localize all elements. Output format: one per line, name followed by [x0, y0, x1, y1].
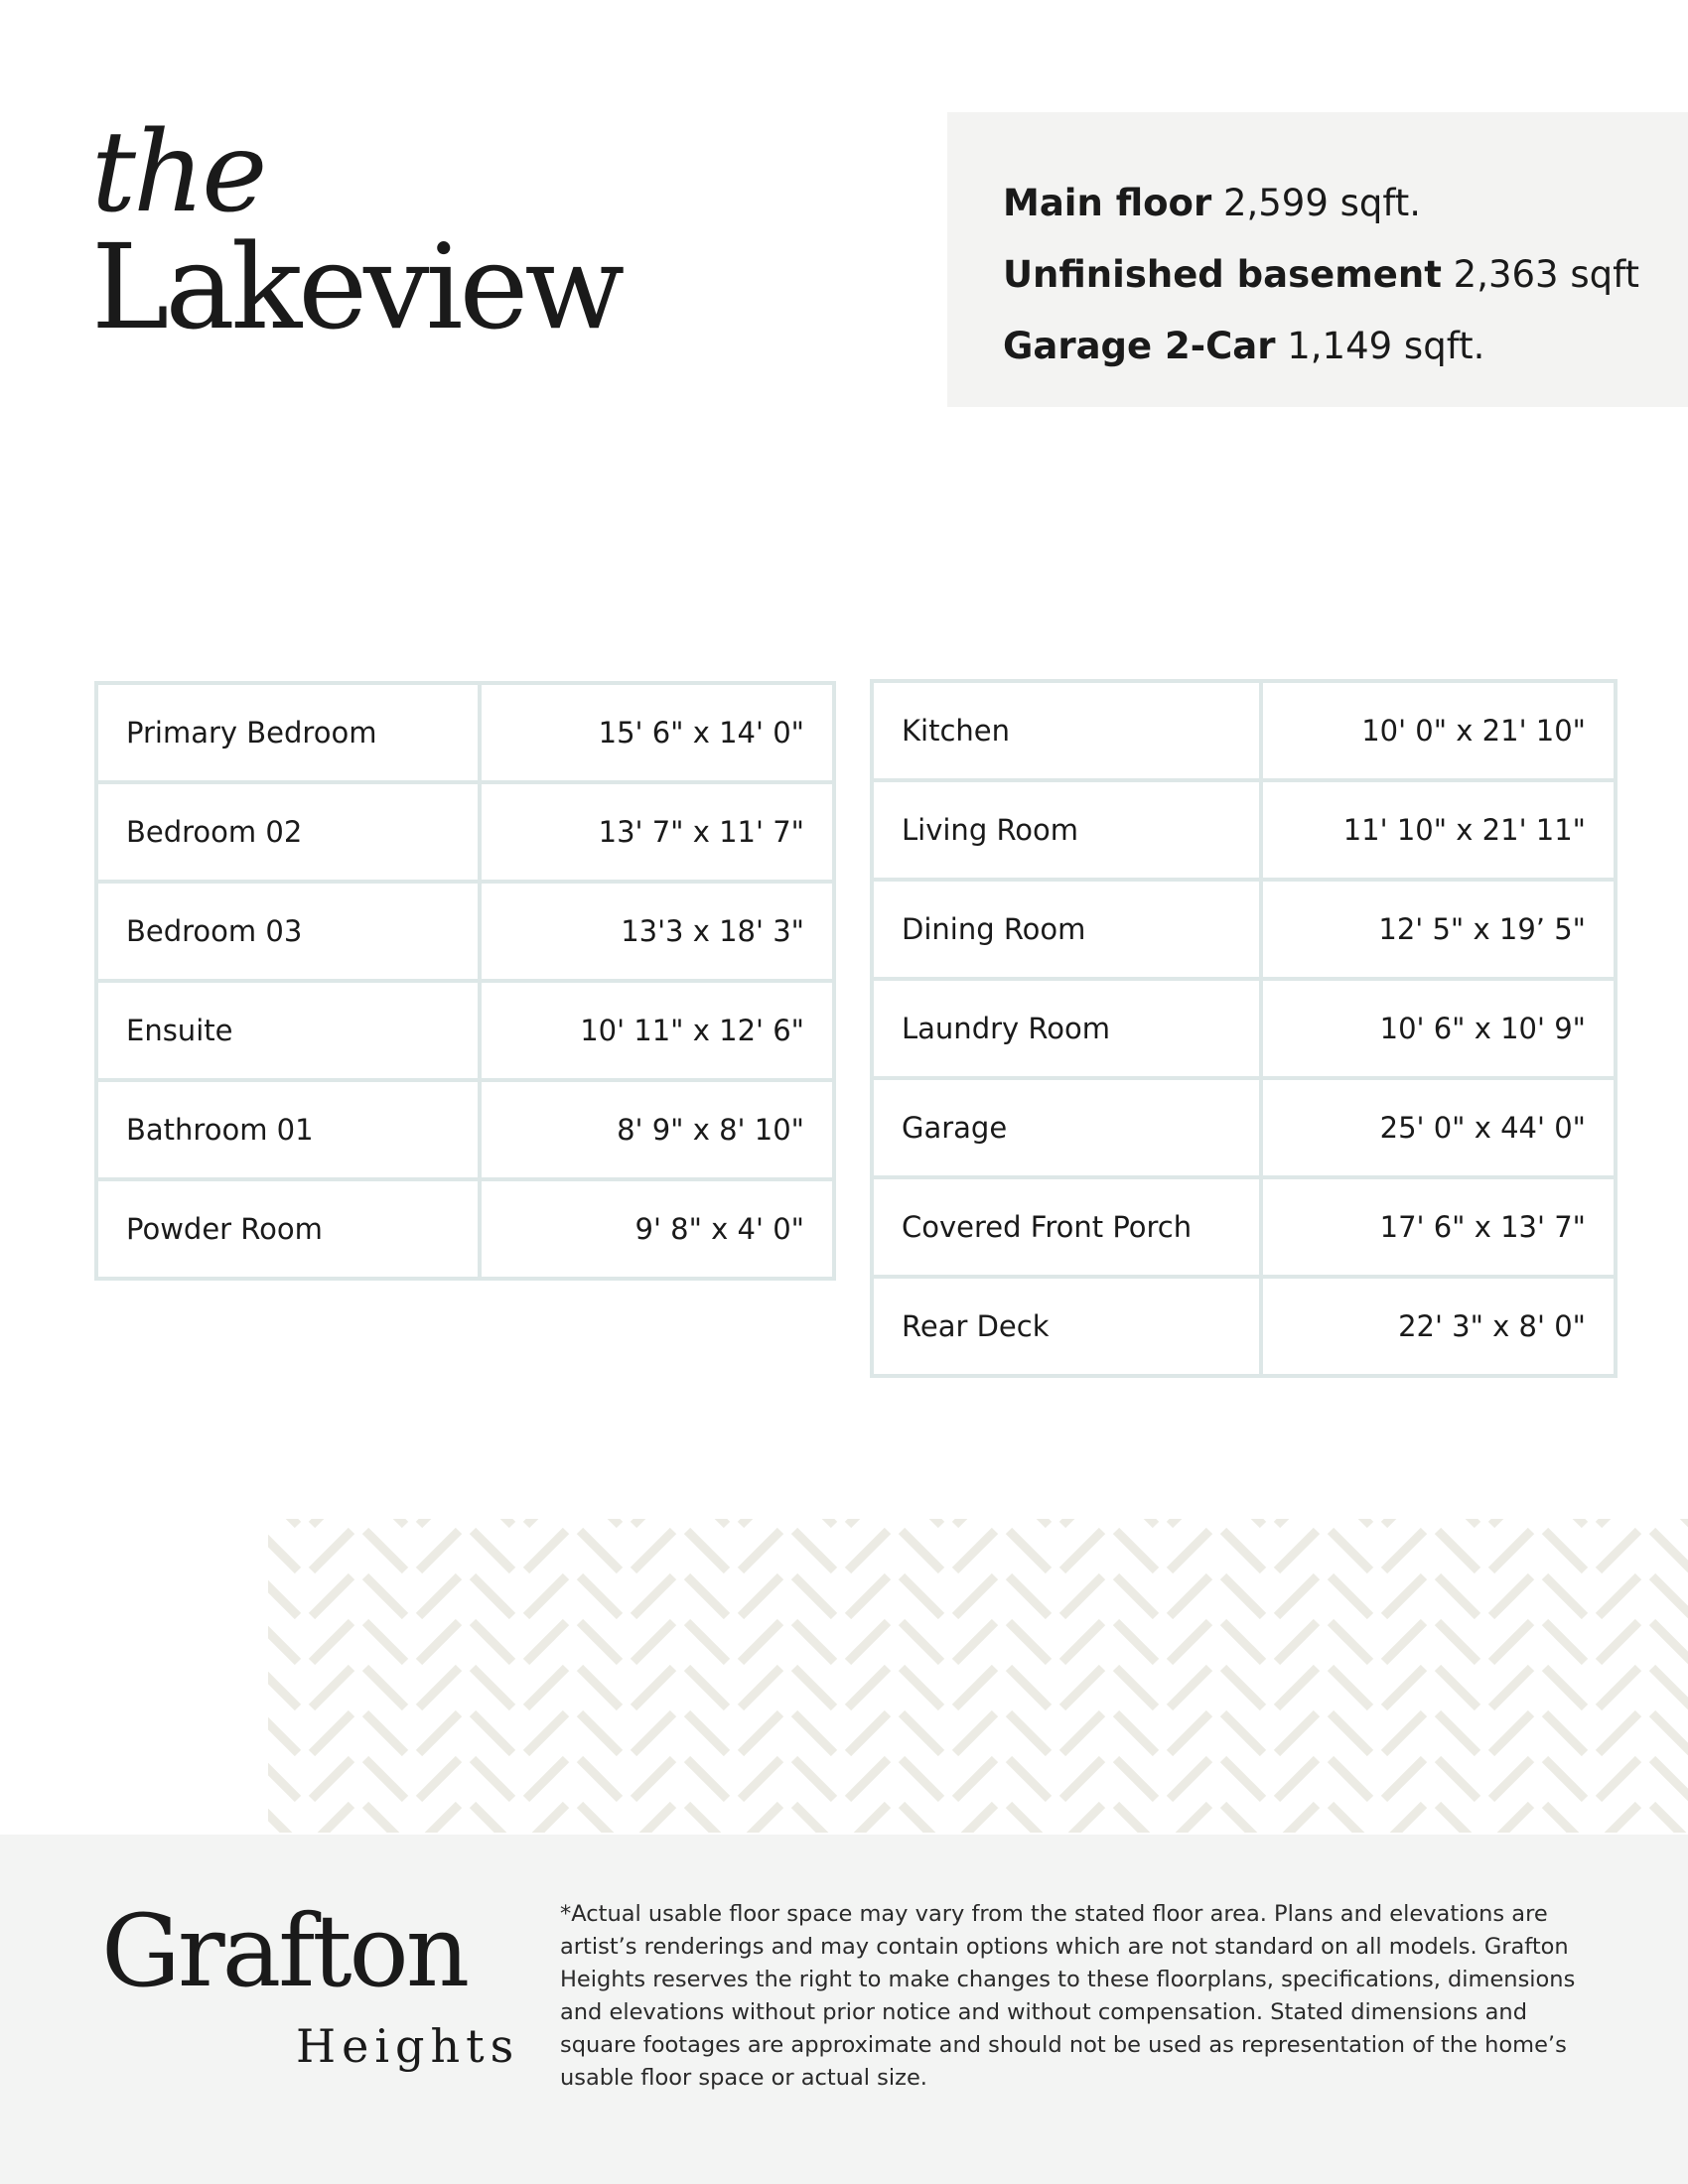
- pattern-stripe: [794, 1519, 834, 1525]
- pattern-stripe: [955, 1622, 995, 1662]
- pattern-stripe: [1062, 1622, 1102, 1662]
- pattern-stripe: [268, 1668, 298, 1707]
- pattern-stripe: [687, 1519, 727, 1525]
- pattern-stripe: [1116, 1622, 1156, 1662]
- pattern-stripe: [633, 1576, 673, 1616]
- pattern-stripe: [1491, 1759, 1531, 1799]
- pattern-stripe: [1652, 1759, 1688, 1799]
- pattern-stripe: [1545, 1622, 1585, 1662]
- pattern-stripe: [268, 1713, 298, 1753]
- pattern-stripe: [741, 1531, 780, 1570]
- pattern-stripe: [1545, 1759, 1585, 1799]
- pattern-stripe: [365, 1531, 405, 1570]
- pattern-stripe: [1331, 1531, 1370, 1570]
- pattern-stripe: [1009, 1805, 1049, 1833]
- pattern-stripe: [419, 1531, 459, 1570]
- pattern-stripe: [365, 1805, 405, 1833]
- room-name: Bedroom 03: [96, 882, 480, 981]
- room-name: Rear Deck: [872, 1277, 1261, 1376]
- pattern-stripe: [1545, 1531, 1585, 1570]
- table-row: [872, 1177, 1616, 1277]
- room-dimensions: 15' 6" x 14' 0": [480, 683, 834, 782]
- pattern-stripe: [312, 1668, 352, 1707]
- room-name: Garage: [872, 1078, 1261, 1177]
- pattern-stripe: [902, 1576, 941, 1616]
- pattern-stripe: [1009, 1713, 1049, 1753]
- rooms-table-left: [94, 681, 836, 1281]
- table-row: [872, 681, 1616, 780]
- room-name: Kitchen: [872, 681, 1261, 780]
- pattern-stripe: [580, 1519, 620, 1525]
- pattern-stripe: [794, 1759, 834, 1799]
- pattern-stripe: [365, 1576, 405, 1616]
- pattern-stripe: [1277, 1531, 1317, 1570]
- pattern-stripe: [741, 1805, 780, 1833]
- pattern-stripe: [1009, 1759, 1049, 1799]
- area-label: Garage 2-Car: [1003, 325, 1276, 367]
- pattern-stripe: [1223, 1531, 1263, 1570]
- pattern-stripe: [955, 1576, 995, 1616]
- pattern-stripe: [794, 1805, 834, 1833]
- pattern-stripe: [1223, 1759, 1263, 1799]
- pattern-stripe: [1438, 1576, 1477, 1616]
- pattern-stripe: [526, 1622, 566, 1662]
- pattern-stripe: [1331, 1519, 1370, 1525]
- pattern-stripe: [633, 1713, 673, 1753]
- table-row: [872, 979, 1616, 1078]
- pattern-stripe: [1384, 1713, 1424, 1753]
- pattern-stripe: [526, 1759, 566, 1799]
- pattern-stripe: [633, 1622, 673, 1662]
- footer: [0, 1835, 1688, 2184]
- pattern-stripe: [1599, 1576, 1638, 1616]
- pattern-stripe: [580, 1805, 620, 1833]
- pattern-stripe: [1599, 1713, 1638, 1753]
- pattern-stripe: [1223, 1805, 1263, 1833]
- pattern-stripe: [1009, 1576, 1049, 1616]
- pattern-stripe: [1384, 1805, 1424, 1833]
- area-label: Unfinished basement: [1003, 253, 1442, 296]
- room-dimensions: 9' 8" x 4' 0": [480, 1179, 834, 1279]
- pattern-stripe: [365, 1622, 405, 1662]
- table-row: [872, 1078, 1616, 1177]
- pattern-stripe: [687, 1759, 727, 1799]
- pattern-stripe: [365, 1759, 405, 1799]
- room-dimensions: 22' 3" x 8' 0": [1261, 1277, 1616, 1376]
- pattern-stripe: [902, 1622, 941, 1662]
- pattern-stripe: [419, 1805, 459, 1833]
- pattern-stripe: [1652, 1531, 1688, 1570]
- table-row: [872, 880, 1616, 979]
- room-name: Dining Room: [872, 880, 1261, 979]
- pattern-stripe: [1545, 1576, 1585, 1616]
- pattern-stripe: [794, 1622, 834, 1662]
- pattern-stripe: [1277, 1668, 1317, 1707]
- room-dimensions: 11' 10" x 21' 11": [1261, 780, 1616, 880]
- pattern-stripe: [1438, 1519, 1477, 1525]
- pattern-stripe: [1062, 1759, 1102, 1799]
- table-row: [96, 1080, 834, 1179]
- pattern-stripe: [268, 1576, 298, 1616]
- pattern-stripe: [268, 1622, 298, 1662]
- pattern-stripe: [741, 1713, 780, 1753]
- pattern-stripe: [1491, 1805, 1531, 1833]
- pattern-stripe: [1438, 1622, 1477, 1662]
- room-name: Laundry Room: [872, 979, 1261, 1078]
- pattern-stripe: [687, 1531, 727, 1570]
- pattern-stripe: [902, 1805, 941, 1833]
- pattern-stripe: [687, 1805, 727, 1833]
- pattern-stripe: [526, 1519, 566, 1525]
- pattern-stripe: [312, 1713, 352, 1753]
- pattern-stripe: [1277, 1519, 1317, 1525]
- pattern-stripe: [1170, 1519, 1209, 1525]
- brand-logo-line1: Grafton: [101, 1893, 468, 2009]
- pattern-stripe: [1223, 1519, 1263, 1525]
- pattern-stripe: [526, 1576, 566, 1616]
- pattern-stripe: [419, 1576, 459, 1616]
- pattern-stripe: [633, 1668, 673, 1707]
- pattern-stripe: [312, 1622, 352, 1662]
- pattern-stripe: [1491, 1622, 1531, 1662]
- pattern-stripe: [473, 1519, 512, 1525]
- pattern-stripe: [1009, 1668, 1049, 1707]
- pattern-stripe: [1545, 1668, 1585, 1707]
- pattern-stripe: [794, 1713, 834, 1753]
- pattern-stripe: [1223, 1713, 1263, 1753]
- pattern-stripe: [1384, 1531, 1424, 1570]
- pattern-stripe: [902, 1531, 941, 1570]
- pattern-stripe: [848, 1531, 888, 1570]
- pattern-stripe: [473, 1668, 512, 1707]
- area-garage: [1003, 311, 1688, 382]
- pattern-stripe: [1062, 1531, 1102, 1570]
- room-name: Powder Room: [96, 1179, 480, 1279]
- pattern-stripe: [1116, 1576, 1156, 1616]
- pattern-stripe: [955, 1668, 995, 1707]
- room-name: Ensuite: [96, 981, 480, 1080]
- pattern-stripe: [955, 1519, 995, 1525]
- pattern-stripe: [1652, 1622, 1688, 1662]
- pattern-stripe: [687, 1576, 727, 1616]
- area-main-floor: [1003, 168, 1688, 239]
- pattern-stripe: [268, 1531, 298, 1570]
- pattern-stripe: [1545, 1805, 1585, 1833]
- pattern-stripe: [1062, 1576, 1102, 1616]
- pattern-stripe: [526, 1713, 566, 1753]
- area-summary-panel: [947, 112, 1688, 407]
- pattern-stripe: [268, 1519, 298, 1525]
- room-dimensions: 12' 5" x 19’ 5": [1261, 880, 1616, 979]
- pattern-stripe: [1599, 1622, 1638, 1662]
- pattern-stripe: [580, 1759, 620, 1799]
- pattern-stripe: [312, 1519, 352, 1525]
- pattern-stripe: [1170, 1805, 1209, 1833]
- room-dimensions: 13'3 x 18' 3": [480, 882, 834, 981]
- pattern-stripe: [687, 1622, 727, 1662]
- pattern-stripe: [1116, 1805, 1156, 1833]
- pattern-stripe: [1491, 1531, 1531, 1570]
- pattern-stripe: [1277, 1576, 1317, 1616]
- pattern-stripe: [1384, 1576, 1424, 1616]
- pattern-stripe: [419, 1668, 459, 1707]
- pattern-stripe: [1652, 1713, 1688, 1753]
- pattern-stripe: [1438, 1531, 1477, 1570]
- pattern-stripe: [1545, 1713, 1585, 1753]
- pattern-stripe: [312, 1576, 352, 1616]
- pattern-stripe: [580, 1576, 620, 1616]
- room-dimensions: 10' 6" x 10' 9": [1261, 979, 1616, 1078]
- pattern-stripe: [1438, 1805, 1477, 1833]
- table-row: [96, 882, 834, 981]
- pattern-stripe: [526, 1531, 566, 1570]
- pattern-stripe: [312, 1759, 352, 1799]
- pattern-stripe: [1599, 1668, 1638, 1707]
- pattern-stripe: [1491, 1519, 1531, 1525]
- pattern-stripe: [848, 1759, 888, 1799]
- pattern-stripe: [1170, 1759, 1209, 1799]
- pattern-stripe: [1170, 1576, 1209, 1616]
- pattern-stripe: [580, 1622, 620, 1662]
- pattern-stripe: [1170, 1713, 1209, 1753]
- pattern-stripe: [848, 1668, 888, 1707]
- pattern-stripe: [848, 1622, 888, 1662]
- pattern-stripe: [1331, 1759, 1370, 1799]
- table-row: [872, 1277, 1616, 1376]
- pattern-stripe: [473, 1759, 512, 1799]
- pattern-stripe: [955, 1713, 995, 1753]
- pattern-stripe: [365, 1668, 405, 1707]
- pattern-stripe: [1384, 1519, 1424, 1525]
- pattern-stripe: [1384, 1668, 1424, 1707]
- pattern-stripe: [1062, 1805, 1102, 1833]
- pattern-stripe: [848, 1805, 888, 1833]
- pattern-stripe: [1116, 1519, 1156, 1525]
- pattern-stripe: [1277, 1622, 1317, 1662]
- pattern-stripe: [1652, 1576, 1688, 1616]
- pattern-stripe: [633, 1805, 673, 1833]
- pattern-stripe: [741, 1668, 780, 1707]
- model-title: [91, 108, 687, 365]
- pattern-stripe: [365, 1713, 405, 1753]
- pattern-stripe: [741, 1759, 780, 1799]
- pattern-stripe: [1277, 1713, 1317, 1753]
- room-name: Living Room: [872, 780, 1261, 880]
- area-label: Main floor: [1003, 182, 1212, 224]
- pattern-stripe: [1384, 1622, 1424, 1662]
- room-name: Bathroom 01: [96, 1080, 480, 1179]
- pattern-stripe: [794, 1576, 834, 1616]
- pattern-stripe: [741, 1519, 780, 1525]
- pattern-stripe: [741, 1622, 780, 1662]
- pattern-stripe: [268, 1805, 298, 1833]
- pattern-stripe: [1009, 1531, 1049, 1570]
- pattern-stripe: [1116, 1759, 1156, 1799]
- herringbone-pattern: [268, 1519, 1688, 1833]
- area-value: 1,149 sqft.: [1287, 325, 1485, 367]
- pattern-stripe: [1170, 1668, 1209, 1707]
- pattern-stripe: [580, 1713, 620, 1753]
- pattern-stripe: [419, 1759, 459, 1799]
- pattern-stripe: [902, 1759, 941, 1799]
- pattern-stripe: [419, 1713, 459, 1753]
- pattern-stripe: [473, 1805, 512, 1833]
- pattern-stripe: [1170, 1531, 1209, 1570]
- pattern-stripe: [633, 1759, 673, 1799]
- title-prefix: the: [91, 108, 265, 237]
- pattern-stripe: [1062, 1713, 1102, 1753]
- pattern-stripe: [1331, 1622, 1370, 1662]
- rooms-table-right: [870, 679, 1618, 1378]
- pattern-stripe: [1599, 1805, 1638, 1833]
- disclaimer-text: *Actual usable floor space may vary from the stated floor area. Plans and elevations are artist’s renderings and may contain options which are not standard on all models. Grafton Heights reserves the right to make changes to these floorplans, specifications, dimensions and elevations without prior notice and without compensation. Stated dimensions and square footages are approximate and should not be used as representation of the home’s usable floor space or actual size.: [560, 1901, 1576, 2091]
- pattern-stripe: [1009, 1622, 1049, 1662]
- room-name: Bedroom 02: [96, 782, 480, 882]
- pattern-stripe: [1438, 1668, 1477, 1707]
- pattern-stripe: [1331, 1668, 1370, 1707]
- pattern-stripe: [1491, 1576, 1531, 1616]
- pattern-stripe: [687, 1713, 727, 1753]
- pattern-stripe: [1331, 1576, 1370, 1616]
- pattern-stripe: [1599, 1759, 1638, 1799]
- pattern-stripe: [1170, 1622, 1209, 1662]
- pattern-stripe: [268, 1759, 298, 1799]
- pattern-stripe: [473, 1713, 512, 1753]
- pattern-stripe: [1652, 1805, 1688, 1833]
- pattern-stripe: [1062, 1519, 1102, 1525]
- pattern-stripe: [526, 1805, 566, 1833]
- title-name: Lakeview: [91, 218, 622, 355]
- pattern-stripe: [580, 1531, 620, 1570]
- pattern-stripe: [1062, 1668, 1102, 1707]
- pattern-stripe: [1009, 1519, 1049, 1525]
- pattern-stripe: [1491, 1668, 1531, 1707]
- pattern-stripe: [312, 1531, 352, 1570]
- pattern-stripe: [419, 1622, 459, 1662]
- pattern-stripe: [848, 1519, 888, 1525]
- pattern-stripe: [1116, 1531, 1156, 1570]
- room-dimensions: 25' 0" x 44' 0": [1261, 1078, 1616, 1177]
- pattern-stripe: [902, 1713, 941, 1753]
- pattern-stripe: [1599, 1519, 1638, 1525]
- pattern-stripe: [1599, 1531, 1638, 1570]
- table-row: [872, 780, 1616, 880]
- pattern-stripe: [902, 1519, 941, 1525]
- pattern-stripe: [1384, 1759, 1424, 1799]
- room-dimensions: 13' 7" x 11' 7": [480, 782, 834, 882]
- pattern-stripe: [1438, 1759, 1477, 1799]
- brand-logo-line2: Heights: [296, 2019, 520, 2073]
- pattern-stripe: [1331, 1713, 1370, 1753]
- pattern-stripe: [1491, 1713, 1531, 1753]
- area-basement: [1003, 239, 1688, 311]
- pattern-stripe: [473, 1622, 512, 1662]
- pattern-stripe: [848, 1576, 888, 1616]
- pattern-stripe: [1277, 1759, 1317, 1799]
- table-row: [96, 981, 834, 1080]
- pattern-stripe: [1223, 1622, 1263, 1662]
- pattern-stripe: [633, 1519, 673, 1525]
- pattern-stripe: [580, 1668, 620, 1707]
- room-name: Covered Front Porch: [872, 1177, 1261, 1277]
- pattern-stripe: [955, 1531, 995, 1570]
- table-row: [96, 683, 834, 782]
- pattern-stripe: [312, 1805, 352, 1833]
- pattern-stripe: [365, 1519, 405, 1525]
- room-dimensions: 8' 9" x 8' 10": [480, 1080, 834, 1179]
- pattern-stripe: [526, 1668, 566, 1707]
- pattern-stripe: [1223, 1576, 1263, 1616]
- room-dimensions: 17' 6" x 13' 7": [1261, 1177, 1616, 1277]
- pattern-stripe: [741, 1576, 780, 1616]
- area-value: 2,363 sqft: [1453, 253, 1640, 296]
- room-dimensions: 10' 11" x 12' 6": [480, 981, 834, 1080]
- pattern-stripe: [848, 1713, 888, 1753]
- area-value: 2,599 sqft.: [1222, 182, 1422, 224]
- pattern-stripe: [955, 1759, 995, 1799]
- pattern-stripe: [1652, 1668, 1688, 1707]
- pattern-stripe: [1223, 1668, 1263, 1707]
- pattern-stripe: [1331, 1805, 1370, 1833]
- pattern-stripe: [1652, 1519, 1688, 1525]
- room-name: Primary Bedroom: [96, 683, 480, 782]
- pattern-stripe: [633, 1531, 673, 1570]
- pattern-stripe: [419, 1519, 459, 1525]
- table-row: [96, 782, 834, 882]
- pattern-stripe: [1438, 1713, 1477, 1753]
- pattern-stripe: [473, 1531, 512, 1570]
- pattern-stripe: [687, 1668, 727, 1707]
- pattern-stripe: [1277, 1805, 1317, 1833]
- pattern-stripe: [1116, 1713, 1156, 1753]
- pattern-stripe: [955, 1805, 995, 1833]
- pattern-stripe: [794, 1531, 834, 1570]
- pattern-stripe: [794, 1668, 834, 1707]
- pattern-stripe: [1545, 1519, 1585, 1525]
- pattern-stripe: [902, 1668, 941, 1707]
- pattern-stripe: [1116, 1668, 1156, 1707]
- table-row: [96, 1179, 834, 1279]
- pattern-stripe: [473, 1576, 512, 1616]
- room-dimensions: 10' 0" x 21' 10": [1261, 681, 1616, 780]
